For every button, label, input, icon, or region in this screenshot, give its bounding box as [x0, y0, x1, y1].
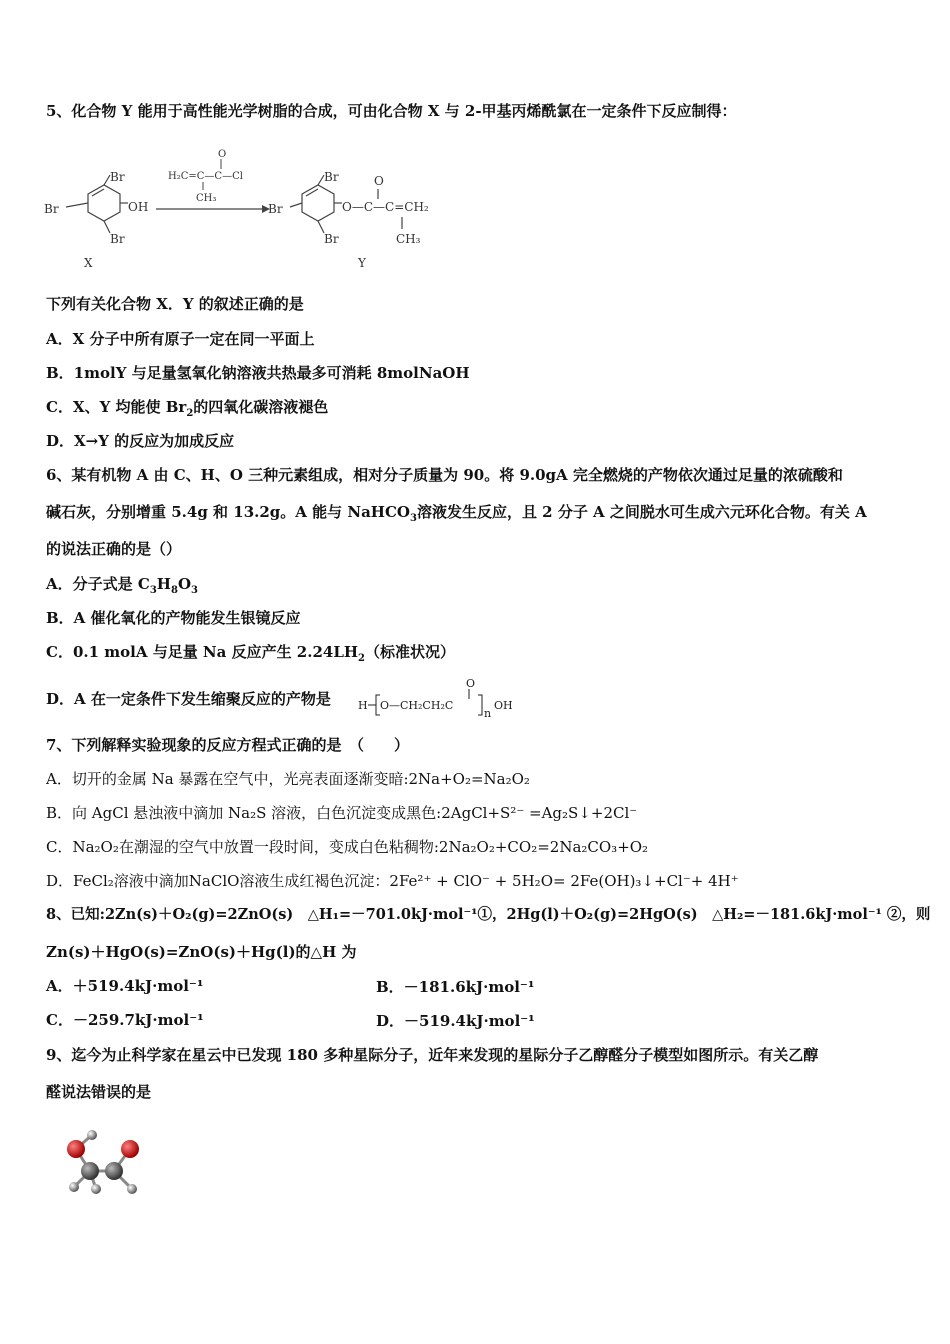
polymer-formula	[356, 677, 526, 723]
x-label: X	[84, 256, 93, 270]
q9-stem-line1: 9、迄今为止科学家在星云中已发现 180 多种星际分子，近年来发现的星际分子乙醇醛分子模型如图所示。有关乙醇	[46, 1046, 819, 1064]
reagent-o: O	[218, 149, 227, 160]
hydrogen-atom	[69, 1182, 79, 1192]
q6-option-b: B．A 催化氧化的产物能发生银镜反应	[46, 609, 301, 627]
q8-option-c: C．－259.7kJ·mol⁻¹	[46, 1011, 204, 1029]
oxygen-atom	[67, 1140, 85, 1158]
q6-option-d: D．A 在一定条件下发生缩聚反应的产物是	[46, 690, 331, 708]
q8-option-a: A．＋519.4kJ·mol⁻¹	[46, 977, 204, 995]
x-br-top: Br	[110, 170, 125, 184]
q5-question: 下列有关化合物 X．Y 的叙述正确的是	[46, 295, 304, 313]
q5-option-d: D．X→Y 的反应为加成反应	[46, 432, 235, 450]
q7-stem: 7、下列解释实验现象的反应方程式正确的是 （ ）	[46, 736, 409, 754]
oxygen-atom	[121, 1140, 139, 1158]
q7-option-c: C．Na₂O₂在潮湿的空气中放置一段时间，变成白色粘稠物:2Na₂O₂+CO₂=2Na₂CO₃+O₂	[46, 838, 649, 856]
hydrogen-atom	[127, 1184, 137, 1194]
y-chain: O—C—C=CH₂	[342, 200, 429, 214]
hydrogen-atom	[87, 1130, 97, 1140]
q5-option-b: B．1molY 与足量氢氧化钠溶液共热最多可消耗 8molNaOH	[46, 364, 470, 382]
y-br-left: Br	[268, 202, 283, 216]
q9-stem-line2: 醛说法错误的是	[46, 1083, 152, 1101]
y-label: Y	[358, 256, 366, 270]
y-o: O	[374, 174, 384, 188]
x-oh: OH	[128, 200, 149, 214]
q5-option-c: C．X、Y 均能使 $Br_2$的四氧化碳溶液褪色	[46, 398, 329, 419]
reagent-formula: H₂C=C—C—Cl	[168, 171, 243, 182]
q6-option-a: A．分子式是 $C_3H_8O_3$	[46, 575, 198, 596]
q6-stem-line1: 6、某有机物 A 由 C、H、O 三种元素组成，相对分子质量为 90。将 9.0gA 完全燃烧的产物依次通过足量的浓硫酸和	[46, 466, 843, 484]
y-br-top: Br	[324, 170, 339, 184]
x-br-left: Br	[44, 202, 59, 216]
poly-n: n	[484, 707, 492, 720]
y-br-bottom: Br	[324, 232, 339, 246]
x-br-bottom: Br	[110, 232, 125, 246]
poly-h: H	[358, 699, 368, 712]
q6-stem-line2: 碱石灰，分别增重 5.4g 和 13.2g。A 能与 NaHCO$_3$溶液发生反应，且 2 分子 A 之间脱水可生成六元环化合物。有关 A	[46, 503, 867, 524]
q7-option-d: D．FeCl₂溶液中滴加NaClO溶液生成红褐色沉淀：2Fe²⁺ + ClO⁻ + 5H₂O= 2Fe(OH)₃↓+Cl⁻+ 4H⁺	[46, 872, 739, 890]
poly-chain: O—CH₂CH₂C	[380, 699, 454, 712]
q8-option-b: B．－181.6kJ·mol⁻¹	[376, 978, 535, 996]
hydrogen-atom	[91, 1184, 101, 1194]
q8-stem-line1: 8、已知:2Zn(s)＋O₂(g)=2ZnO(s) △H₁=－701.0kJ·mol⁻¹①，2Hg(l)＋O₂(g)=2HgO(s) △H₂=－181.6kJ·mol⁻¹ ②，则	[46, 906, 931, 923]
carbon-atom	[81, 1162, 99, 1180]
carbon-atom	[105, 1162, 123, 1180]
q8-stem-line2: Zn(s)＋HgO(s)=ZnO(s)＋Hg(l)的△H 为	[46, 943, 357, 961]
q6-option-c: C．0.1 molA 与足量 Na 反应产生 $2.24LH_2$（标准状况）	[46, 643, 456, 664]
q7-option-a: A．切开的金属 Na 暴露在空气中，光亮表面逐渐变暗:2Na+O₂=Na₂O₂	[46, 770, 530, 788]
y-ch3: CH₃	[396, 232, 421, 246]
glycolaldehyde-ball-model	[58, 1125, 158, 1205]
q8-option-d: D．－519.4kJ·mol⁻¹	[376, 1012, 535, 1030]
reaction-scheme	[40, 145, 460, 275]
q5-stem: 5、化合物 Y 能用于高性能光学树脂的合成，可由化合物 X 与 2-甲基丙烯酰氯在一定条件下反应制得：	[46, 102, 737, 120]
reagent-ch3: CH₃	[196, 193, 217, 204]
q7-option-b: B．向 AgCl 悬浊液中滴加 Na₂S 溶液，白色沉淀变成黑色:2AgCl+S²⁻ =Ag₂S↓+2Cl⁻	[46, 804, 638, 822]
q6-stem-line3: 的说法正确的是（）	[46, 540, 182, 558]
poly-oh: OH	[494, 699, 513, 712]
q5-option-a: A．X 分子中所有原子一定在同一平面上	[46, 330, 315, 348]
poly-o: O	[466, 677, 476, 690]
